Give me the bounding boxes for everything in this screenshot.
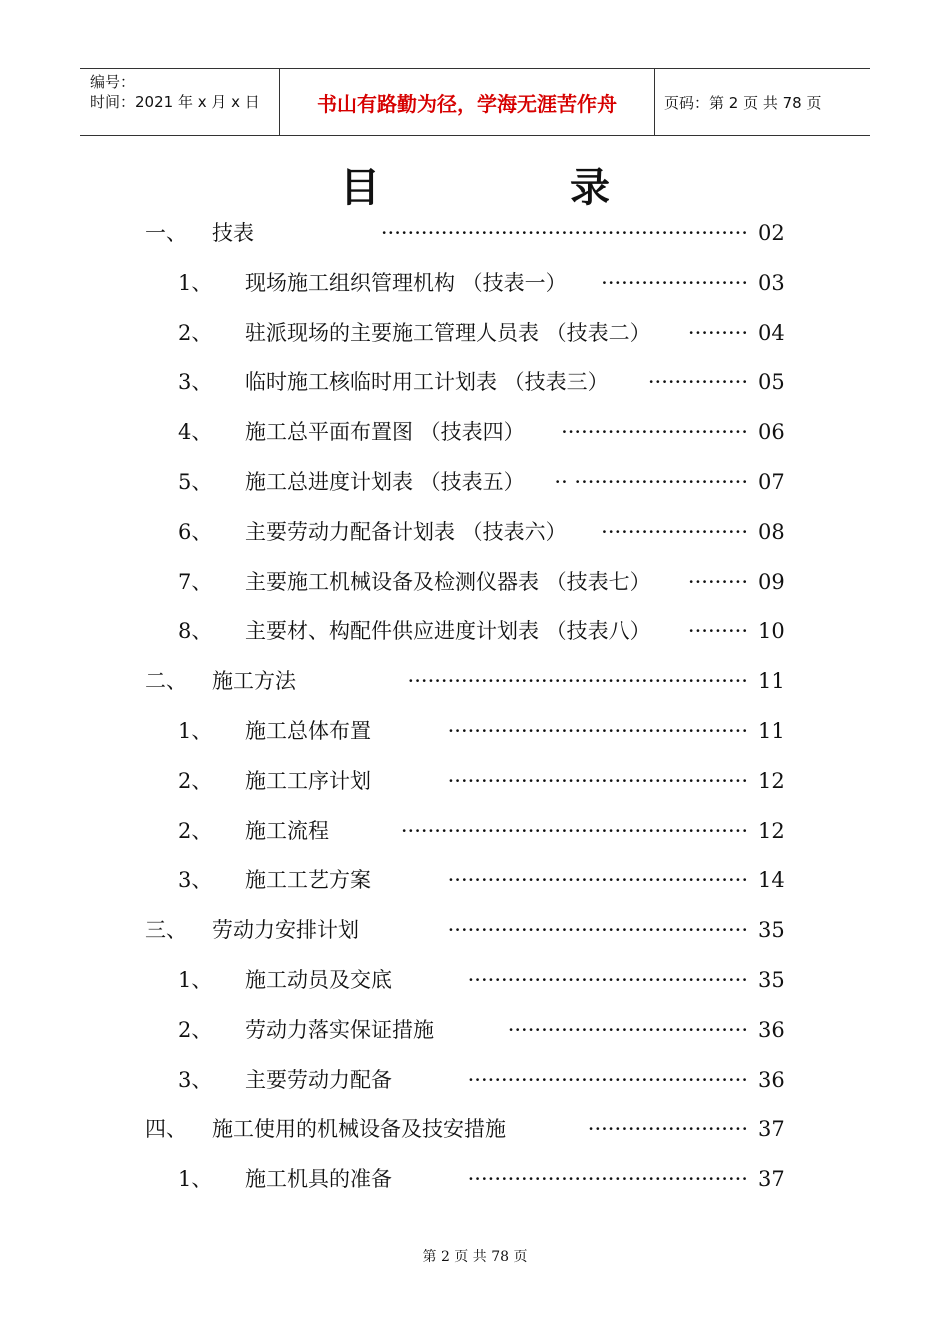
toc-entry-text: 主要施工机械设备及检测仪器表 （技表七） (245, 569, 651, 594)
toc-number: 2、 (178, 320, 213, 345)
toc-leader-dots: ········· (687, 619, 748, 644)
toc-entry-text: 施工方法 (212, 669, 296, 694)
toc-row[interactable] (0, 806, 950, 856)
toc-number: 1、 (178, 968, 213, 992)
toc-number: 3、 (178, 868, 213, 893)
toc-number: 2、 (178, 768, 213, 793)
toc-entry-text: 施工流程 (245, 818, 329, 843)
toc-page-number: 36 (758, 1067, 785, 1092)
toc-leader-dots: ············································· (447, 868, 748, 893)
toc-leader-dots: ············································· (447, 918, 748, 943)
toc-leader-dots: ··············· (647, 370, 748, 395)
toc-number: 1、 (178, 1167, 213, 1192)
motto-cell (280, 69, 655, 135)
toc-entry-text: 临时施工核临时用工计划表 （技表三） (245, 370, 609, 395)
toc-leader-dots: ·························· ·· (554, 470, 748, 494)
toc-row[interactable] (0, 706, 950, 756)
toc-number: 2、 (178, 1017, 213, 1042)
toc-page-number: 35 (758, 968, 785, 992)
toc-page-number: 07 (758, 470, 785, 494)
toc-leader-dots: ··················································· (407, 669, 748, 694)
toc-entry-text: 主要劳动力配备 (245, 1067, 392, 1092)
toc-number: 一、 (145, 221, 187, 245)
toc-number: 1、 (178, 719, 213, 743)
toc-number: 2、 (178, 818, 213, 843)
toc-page-number: 37 (758, 1117, 785, 1142)
toc-entry-text: 主要材、构配件供应进度计划表 （技表八） (245, 619, 651, 644)
page-footer: 第 2 页 共 78 页 (422, 1249, 528, 1265)
toc-number: 3、 (178, 1067, 213, 1092)
toc-number: 1、 (178, 270, 213, 295)
toc-number: 三、 (145, 918, 187, 943)
toc-number: 7、 (178, 569, 213, 594)
toc-row[interactable] (0, 357, 950, 407)
toc-leader-dots: ·········································· (467, 1067, 748, 1092)
toc-leader-dots: ·········································· (467, 968, 748, 992)
toc-entry-text: 施工使用的机械设备及技安措施 (212, 1117, 506, 1142)
toc-page-number: 12 (758, 818, 785, 843)
toc-entry-text: 劳动力安排计划 (212, 918, 359, 943)
toc-row[interactable] (0, 1055, 950, 1105)
toc-entry-text: 驻派现场的主要施工管理人员表 （技表二） (245, 320, 651, 345)
toc-row[interactable] (0, 407, 950, 457)
toc-leader-dots: ···························· (561, 420, 748, 445)
toc-row[interactable] (0, 208, 950, 258)
toc-row[interactable] (0, 756, 950, 806)
toc-leader-dots: ········· (687, 320, 748, 345)
toc-leader-dots: ······················ (601, 519, 748, 544)
header-table (80, 68, 870, 136)
toc-page-number: 02 (758, 221, 785, 245)
toc-entry-text: 施工工序计划 (245, 768, 371, 793)
toc-row[interactable] (0, 308, 950, 358)
toc-page-number: 05 (758, 370, 785, 395)
toc-number: 6、 (178, 519, 213, 544)
header-meta-cell (80, 69, 280, 135)
toc-page-number: 06 (758, 420, 785, 445)
page-info-text: 页码：第 2 页 共 78 页 (664, 93, 822, 112)
toc-leader-dots: ······················································· (380, 221, 748, 245)
toc-entry-text: 主要劳动力配备计划表 （技表六） (245, 519, 567, 544)
toc-page-number: 36 (758, 1017, 785, 1042)
number-label: 编号： (90, 73, 136, 91)
toc-page-number: 12 (758, 768, 785, 793)
toc-number: 二、 (145, 669, 187, 694)
toc-row[interactable] (0, 557, 950, 607)
toc-leader-dots: ···································· (507, 1017, 748, 1042)
toc-page-number: 37 (758, 1167, 785, 1192)
toc-entry-text: 施工总平面布置图 （技表四） (245, 420, 525, 445)
toc-page-number: 11 (758, 669, 785, 694)
toc-leader-dots: ······················ (601, 270, 748, 295)
toc-leader-dots: ········· (687, 569, 748, 594)
toc-row[interactable] (0, 955, 950, 1005)
toc-row[interactable] (0, 457, 950, 507)
toc-row[interactable] (0, 656, 950, 706)
toc-leader-dots: ············································· (447, 719, 748, 743)
toc-entry-text: 现场施工组织管理机构 （技表一） (245, 270, 567, 295)
toc-page-number: 35 (758, 918, 785, 943)
toc-row[interactable] (0, 855, 950, 905)
toc-entry-text: 施工总体布置 (245, 719, 371, 743)
toc-number: 8、 (178, 619, 213, 644)
title-char-right: 录 (570, 165, 610, 211)
toc-entry-text: 施工动员及交底 (245, 968, 392, 992)
toc-number: 5、 (178, 470, 213, 494)
toc-number: 四、 (145, 1117, 187, 1142)
toc-entry-text: 劳动力落实保证措施 (245, 1017, 434, 1042)
toc-row[interactable] (0, 606, 950, 656)
toc-entry-text: 施工工艺方案 (245, 868, 371, 893)
time-label: 时间：2021 年 x 月 x 日 (90, 93, 260, 111)
toc-entry-text: 技表 (212, 221, 254, 245)
toc-page-number: 04 (758, 320, 785, 345)
toc-leader-dots: ························ (587, 1117, 748, 1142)
toc-row[interactable] (0, 1005, 950, 1055)
toc-entry-text: 施工总进度计划表 （技表五） (245, 470, 525, 494)
toc-page-number: 14 (758, 868, 785, 893)
toc-leader-dots: ···················································· (400, 818, 748, 843)
toc-number: 4、 (178, 420, 213, 445)
title-char-left: 目 (340, 165, 380, 211)
toc-leader-dots: ·········································· (467, 1167, 748, 1192)
toc-row[interactable] (0, 905, 950, 955)
motto-text: 书山有路勤为径，学海无涯苦作舟 (317, 91, 617, 116)
toc-entry-text: 施工机具的准备 (245, 1167, 392, 1192)
page-info-cell (655, 69, 870, 135)
toc-number: 3、 (178, 370, 213, 395)
toc-row[interactable] (0, 507, 950, 557)
toc-row[interactable] (0, 1154, 950, 1204)
toc-page-number: 08 (758, 519, 785, 544)
toc-page-number: 10 (758, 619, 785, 644)
toc-page-number: 09 (758, 569, 785, 594)
toc-page-number: 11 (758, 719, 785, 743)
toc-row[interactable] (0, 258, 950, 308)
toc-leader-dots: ············································· (447, 768, 748, 793)
toc-page-number: 03 (758, 270, 785, 295)
toc-row[interactable] (0, 1104, 950, 1154)
